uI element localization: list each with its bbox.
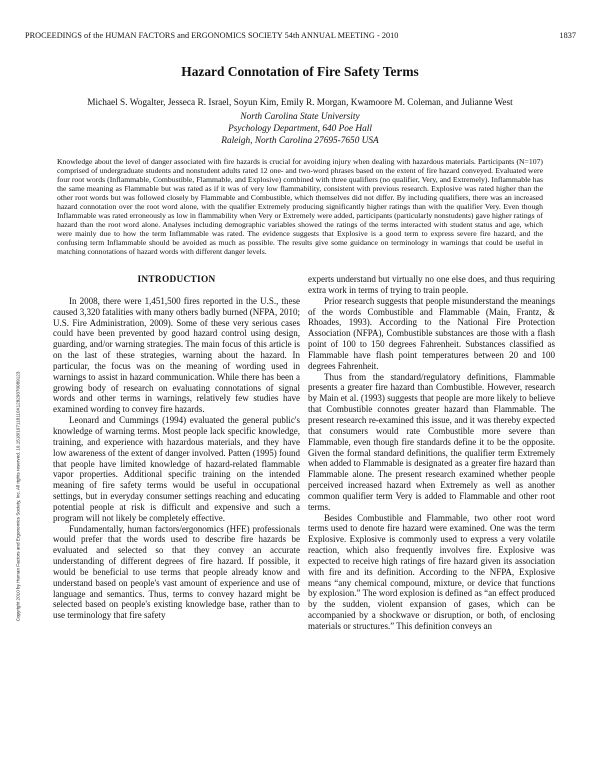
copyright-notice: Copyright 2010 by Human Factors and Ergonomics Society, Inc. All rights reserved. 10.1518/107118110X12829370089123 bbox=[15, 371, 21, 622]
paragraph: In 2008, there were 1,451,500 fires reported in the U.S., these caused 3,320 fatalities with many others badly burned (NFPA, 2010; U.S. Fire Administration, 2009). Some of these very serious cases could have been prevented by good hazard control using design, guarding, and/or warning strategies. The main focus of this article is on the last of these strategies, warning about the hazard. In particular, the focus was on the meaning of wording used in warnings to assist in hazard communication. While there has been a growing body of research on evaluating connotations of signal words and other terms in warnings, relatively few studies have examined wording to convey fire hazards. bbox=[53, 295, 300, 415]
paragraph: Besides Combustible and Flammable, two other root word terms used to denote fire hazard were examined. One was the term Explosive. Explosive is commonly used to express a very volatile reaction, which also frequently involves fire. Explosive was expected to receive high ratings of fire hazard given its association with fire and its definition. According to the NFPA, Explosive means “any chemical compound, mixture, or device that functions by explosion.” The word explosion is defined as “an effect produced by the sudden, violent expansion of gases, which can be accompanied by a shockwave or disruption, or both, of enclosing materials or structures.” This definition conveys an bbox=[308, 512, 555, 631]
section-heading-introduction: INTRODUCTION bbox=[137, 275, 216, 285]
left-column bbox=[53, 274, 300, 621]
affiliation-department: Psychology Department, 640 Poe Hall bbox=[228, 124, 372, 134]
proceedings-title: PROCEEDINGS of the HUMAN FACTORS and ERGONOMICS SOCIETY 54th ANNUAL MEETING - 2010 bbox=[25, 31, 399, 40]
affiliation-address: Raleigh, North Carolina 27695-7650 USA bbox=[221, 136, 379, 146]
paragraph: Fundamentally, human factors/ergonomics (HFE) professionals would prefer that the words used to describe fire hazards be evaluated and selected so that they convey an accurate understanding of different degrees of fire hazard. If possible, it would be beneficial to use terms that people already know and understand based on people's vast amount of experience and use of language and semantics. Thus, terms to convey hazard might be selected based on people's existing knowledge base, rather than to use terminology that fire safety bbox=[53, 523, 300, 621]
abstract bbox=[57, 158, 543, 256]
paragraph: Thus from the standard/regulatory definitions, Flammable presents a greater fire hazard than Combustible. However, research by Main et al. (1993) suggests that people are more likely to believe that Combustible connotes greater hazard than Flammable. The present research re-examined this issue, and it was thereby expected that consumers would rate Combustible more severe than Flammable, even though fire standards define it to be the opposite. Given the formal standard definitions, the qualifier term Extremely when added to Flammable is designated as a greater fire hazard than Flammable alone. The present research examined whether people perceived increased hazard when Extremely as well as another common qualifier term Very is added to Flammable and other root terms. bbox=[308, 371, 555, 512]
author-list: Michael S. Wogalter, Jesseca R. Israel, Soyun Kim, Emily R. Morgan, Kwamoore M. Coleman, and Julianne West bbox=[87, 98, 513, 108]
affiliation-university: North Carolina State University bbox=[240, 112, 360, 122]
paragraph: Leonard and Cummings (1994) evaluated the general public's knowledge of warning terms. Most people lack specific knowledge, training, and experience with hazardous materials, and they have low awareness of the extent of danger involved. Patten (1995) found that people have limited knowledge of hazard-related flammable vapor properties. Additional specific training on the intended meaning of fire safety terms would be useful in occupational settings, but in everyday consumer settings reaching and educating potential people at risk is difficult and expensive and such a program will not likely be completely effective. bbox=[53, 415, 300, 523]
right-column bbox=[308, 274, 555, 632]
copyright-sidebar bbox=[14, 278, 22, 718]
page-number: 1837 bbox=[559, 31, 576, 40]
paragraph-continuation: experts understand but virtually no one else does, and thus requiring extra work in terms of trying to train people. bbox=[308, 274, 555, 295]
paragraph: Prior research suggests that people misunderstand the meanings of the words Combustible and Flammable (Main, Frantz, & Rhoades, 1993). According to the National Fire Protection Association (NFPA), Combustible substances are those with a flash point of 100 to 150 degrees Fahrenheit. Substances classified as Flammable have flash point temperatures between 20 and 100 degrees Fahrenheit. bbox=[308, 295, 555, 371]
abstract-text: Knowledge about the level of danger associated with fire hazards is crucial for avoiding injury when dealing with hazardous materials. Participants (N=107) comprised of undergraduate students and nonstudent adults rated 12 one- and two-word phrases based on the extent of fire hazard conveyed. Evaluated were four root words (Inflammable, Combustible, Flammable, and Explosive) combined with three qualifiers (no qualifier, Very, and Extremely). Inflammable has the same meaning as Flammable but was rated as if it was of very low flammability, consistent with previous research. Explosive was rated higher than the other root words but was followed closely by Flammable and Combustible, which themselves did not differ. By including qualifiers, there was an increased hazard connotation over the root word alone, with the qualifier Extremely producing significantly higher ratings than with the qualifier Very. Even though Inflammable was rated erroneously as low in flammability when Very or Extremely were added, participants (particularly nonstudents) gave higher ratings of hazard than the root word alone. Analyses including demographic variables showed the ratings of the terms interacted with student status and age, which were mainly due to how the term Inflammable was rated. The evidence suggests that Explosive is a good term to express severe fire hazard, and the confusing term Inflammable should be avoided as much as possible. The results give some guidance on terminology in warnings that could be useful in matching connotations of hazard words with different danger levels. bbox=[57, 157, 543, 256]
running-header bbox=[25, 31, 576, 45]
paper-title: Hazard Connotation of Fire Safety Terms bbox=[181, 64, 419, 79]
